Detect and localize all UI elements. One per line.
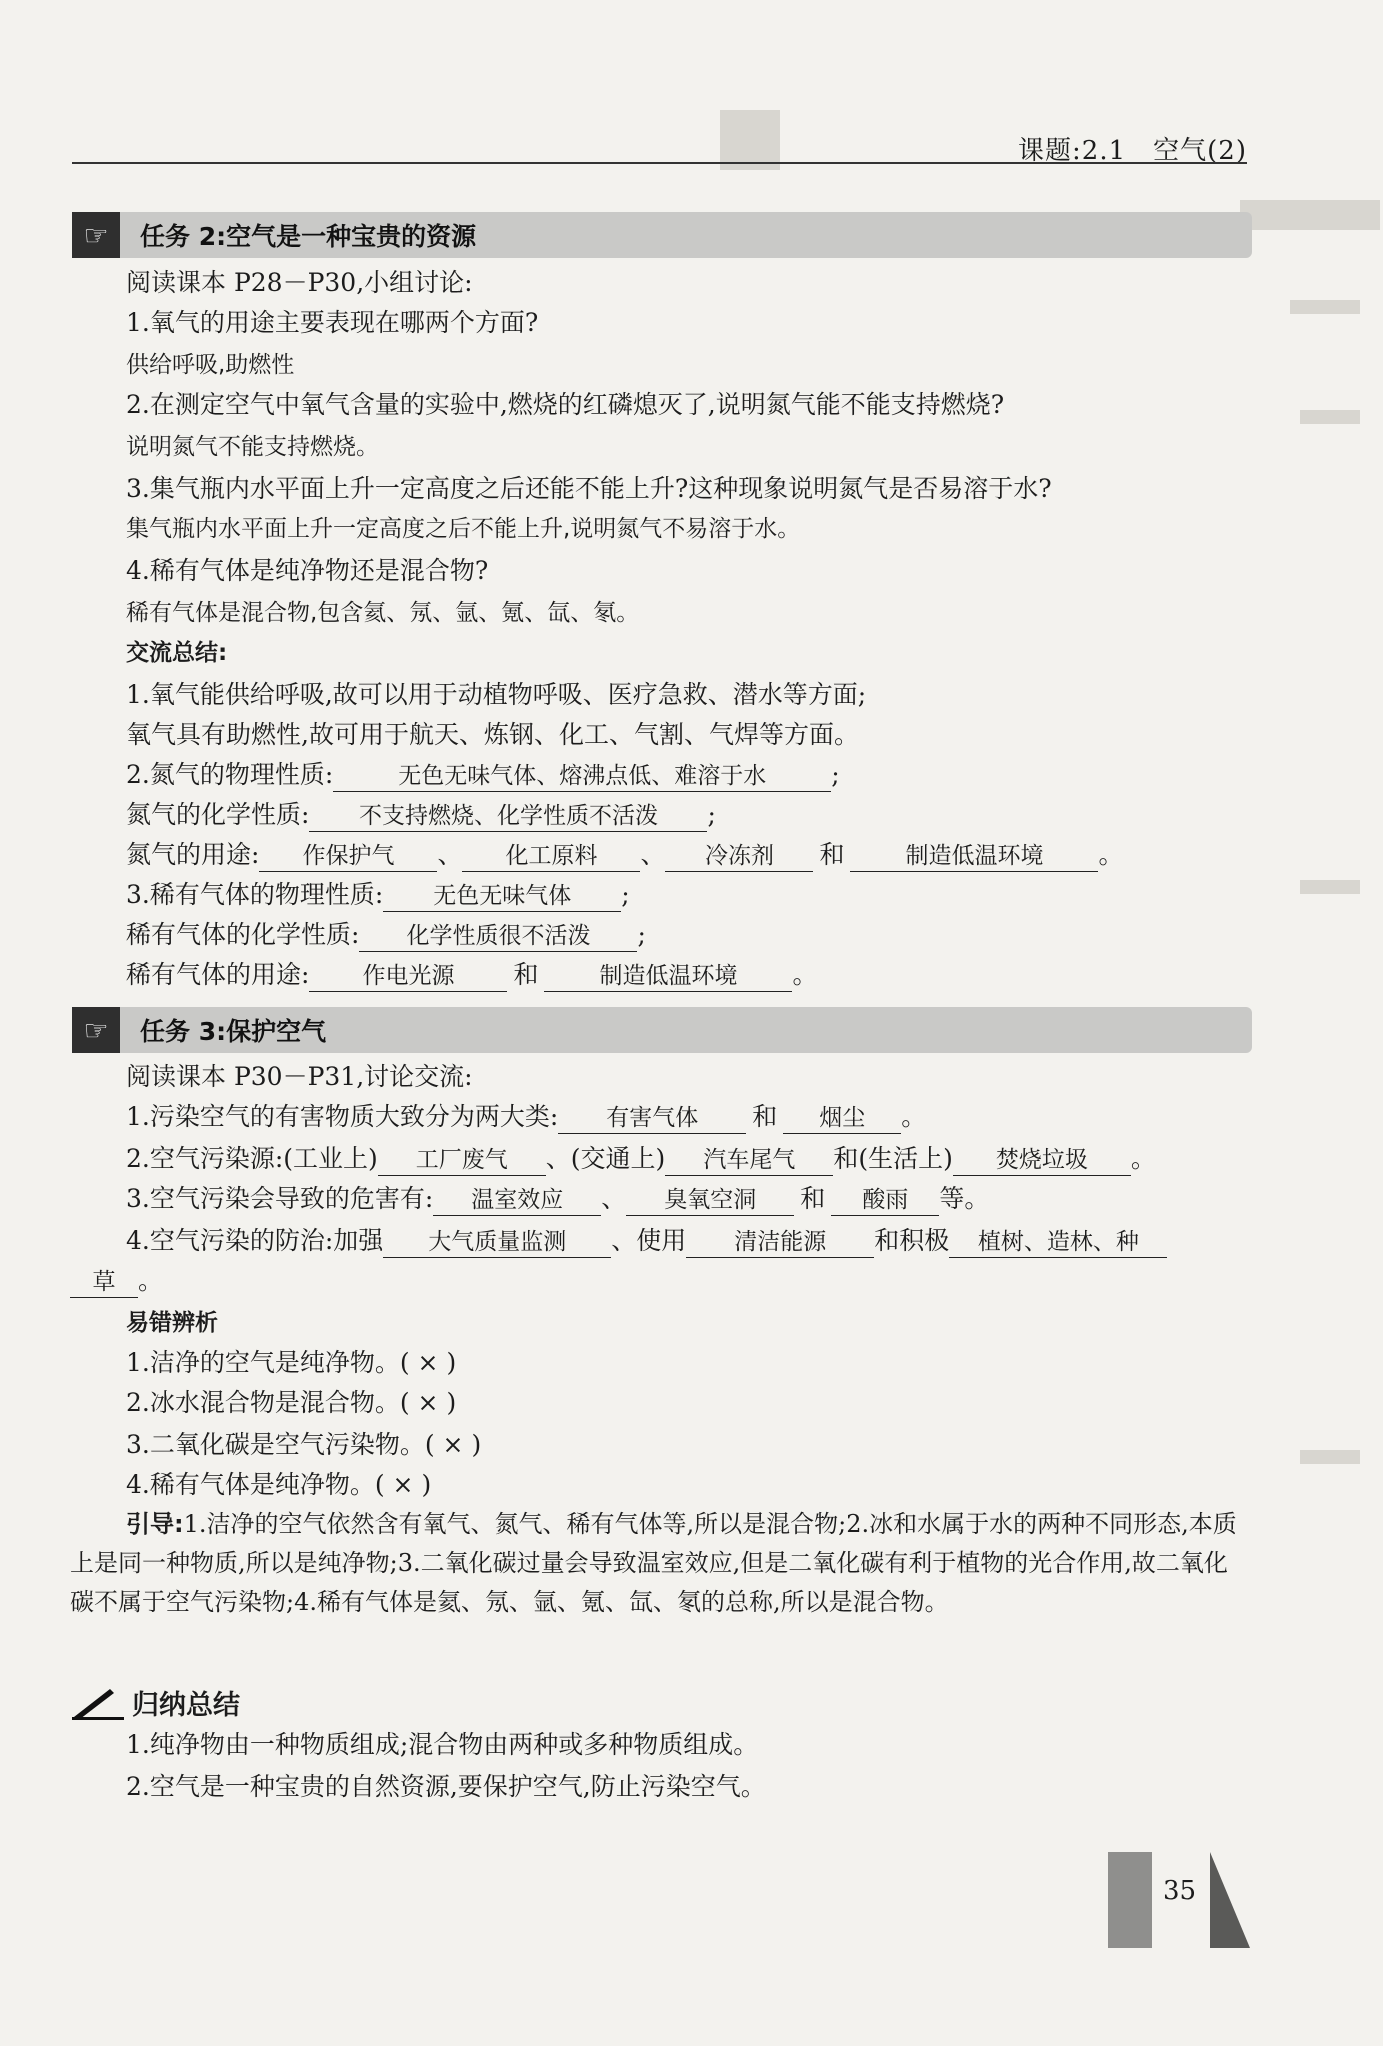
question-3: 3.集气瓶内水平面上升一定高度之后还能不能上升?这种现象说明氮气是否易溶于水?	[126, 474, 1052, 503]
nitrogen-physical-line	[126, 758, 840, 792]
label: 氮气的用途:	[126, 840, 260, 869]
fill-blank: 无色无味气体、熔沸点低、难溶于水	[333, 761, 831, 792]
summary-line-1b: 氧气具有助燃性,故可用于航天、炼钢、化工、气割、气焊等方面。	[126, 720, 859, 749]
pollution-prevention-cont	[70, 1264, 163, 1298]
error-item-2: 2.冰水混合物是混合物。( × )	[126, 1388, 457, 1417]
label: 1.污染空气的有害物质大致分为两大类:	[126, 1102, 559, 1131]
answer-3: 集气瓶内水平面上升一定高度之后不能上升,说明氮气不易溶于水。	[126, 516, 801, 542]
punct: 、	[437, 840, 463, 869]
page-number-tab	[1108, 1852, 1152, 1948]
label: 4.空气污染的防治:加强	[126, 1226, 384, 1255]
fill-blank: 制造低温环境	[544, 961, 792, 992]
question-4: 4.稀有气体是纯净物还是混合物?	[126, 556, 489, 585]
task3-title: 任务 3:保护空气	[140, 1017, 327, 1046]
conj: 和	[752, 1102, 778, 1131]
fill-blank: 冷冻剂	[665, 841, 813, 872]
summary-point-2: 2.空气是一种宝贵的自然资源,要保护空气,防止污染空气。	[126, 1772, 766, 1801]
fill-blank: 温室效应	[433, 1185, 601, 1216]
answer-1: 供给呼吸,助燃性	[126, 352, 295, 378]
fill-blank: 焚烧垃圾	[953, 1145, 1131, 1176]
rare-gas-chemical-line	[126, 918, 646, 952]
errors-label: 易错辨析	[126, 1310, 218, 1336]
fill-blank: 草	[70, 1267, 138, 1298]
pencil-icon	[70, 1685, 126, 1721]
pointing-hand-icon: ☞	[72, 1007, 120, 1053]
summary-point-1: 1.纯净物由一种物质组成;混合物由两种或多种物质组成。	[126, 1730, 759, 1759]
pollution-sources-line	[126, 1142, 1156, 1176]
conj: 和	[800, 1184, 826, 1213]
answer-4: 稀有气体是混合物,包含氦、氖、氩、氪、氙、氡。	[126, 600, 640, 626]
page-number: 35	[1163, 1876, 1197, 1906]
pointing-hand-icon: ☞	[72, 212, 120, 258]
label: 、使用	[611, 1226, 687, 1255]
fill-blank: 无色无味气体	[383, 881, 621, 912]
summary-label: 交流总结:	[126, 640, 228, 666]
task3-header	[72, 1007, 1252, 1053]
punct: 。	[792, 960, 818, 989]
guide-paragraph	[70, 1505, 1250, 1622]
fill-blank: 作电光源	[309, 961, 507, 992]
fill-blank: 化学性质很不活泼	[359, 921, 637, 952]
summary-title: 归纳总结	[132, 1690, 240, 1721]
question-1: 1.氧气的用途主要表现在哪两个方面?	[126, 308, 539, 337]
fill-blank: 工厂废气	[378, 1145, 546, 1176]
header-rule	[72, 162, 1247, 164]
label: 3.空气污染会导致的危害有:	[126, 1184, 434, 1213]
label: 和积极	[874, 1226, 950, 1255]
guide-text: 1.洁净的空气依然含有氧气、氮气、稀有气体等,所以是混合物;2.冰和水属于水的两种不同形态,本质上是同一种物质,所以是纯净物;3.二氧化碳过量会导致温室效应,但是二氧化碳有利于植物的光合作用,故二氧化碳不属于空气污染物;4.稀有气体是氦、氖、氩、氪、氙、氡的总称,所以是混合物。	[70, 1510, 1237, 1616]
nitrogen-uses-line	[126, 838, 1124, 872]
label: 等。	[939, 1184, 990, 1213]
fill-blank: 植树、造林、种	[949, 1227, 1167, 1258]
fill-blank: 烟尘	[783, 1103, 901, 1134]
task2-title: 任务 2:空气是一种宝贵的资源	[140, 222, 477, 251]
summary-header	[70, 1683, 240, 1722]
task2-header	[72, 212, 1252, 258]
task2-intro: 阅读课本 P28－P30,小组讨论:	[126, 268, 473, 297]
punct: ;	[621, 880, 630, 909]
punct: 。	[1130, 1144, 1156, 1173]
corner-triangle-icon	[1210, 1852, 1250, 1948]
summary-line-1: 1.氧气能供给呼吸,故可以用于动植物呼吸、医疗急救、潜水等方面;	[126, 680, 867, 709]
lesson-title: 课题:2.1 空气(2)	[1018, 136, 1247, 166]
error-item-3: 3.二氧化碳是空气污染物。( × )	[126, 1430, 482, 1459]
punct: 。	[1098, 840, 1124, 869]
pollutant-types-line	[126, 1100, 926, 1134]
label: 3.稀有气体的物理性质:	[126, 880, 384, 909]
label: 稀有气体的化学性质:	[126, 920, 360, 949]
punct: ;	[707, 800, 716, 829]
punct: 、	[640, 840, 666, 869]
guide-label: 引导:	[126, 1510, 184, 1538]
punct: 、	[601, 1184, 627, 1213]
fill-blank: 臭氧空洞	[626, 1185, 794, 1216]
fill-blank: 汽车尾气	[665, 1145, 833, 1176]
fill-blank: 有害气体	[558, 1103, 746, 1134]
fill-blank: 不支持燃烧、化学性质不活泼	[309, 801, 707, 832]
conj: 和	[819, 840, 845, 869]
error-item-4: 4.稀有气体是纯净物。( × )	[126, 1470, 432, 1499]
punct: 。	[138, 1266, 164, 1295]
rare-gas-uses-line	[126, 958, 817, 992]
punct: ;	[831, 760, 840, 789]
pollution-hazards-line	[126, 1182, 989, 1216]
fill-blank: 清洁能源	[686, 1227, 874, 1258]
label: 稀有气体的用途:	[126, 960, 310, 989]
nitrogen-chemical-line	[126, 798, 716, 832]
label: 和(生活上)	[833, 1144, 953, 1173]
label: 氮气的化学性质:	[126, 800, 310, 829]
pollution-prevention-line	[126, 1224, 1167, 1258]
conj: 和	[513, 960, 539, 989]
rare-gas-physical-line	[126, 878, 630, 912]
task3-intro: 阅读课本 P30－P31,讨论交流:	[126, 1062, 473, 1091]
punct: 。	[901, 1102, 927, 1131]
label: 2.氮气的物理性质:	[126, 760, 334, 789]
fill-blank: 酸雨	[831, 1185, 939, 1216]
error-item-1: 1.洁净的空气是纯净物。( × )	[126, 1348, 457, 1377]
fill-blank: 制造低温环境	[850, 841, 1098, 872]
question-2: 2.在测定空气中氧气含量的实验中,燃烧的红磷熄灭了,说明氮气能不能支持燃烧?	[126, 390, 1005, 419]
punct: ;	[637, 920, 646, 949]
fill-blank: 大气质量监测	[383, 1227, 611, 1258]
fill-blank: 作保护气	[259, 841, 437, 872]
answer-2: 说明氮气不能支持燃烧。	[126, 434, 379, 460]
fill-blank: 化工原料	[462, 841, 640, 872]
label: 2.空气污染源:(工业上)	[126, 1144, 378, 1173]
label: 、(交通上)	[545, 1144, 666, 1173]
